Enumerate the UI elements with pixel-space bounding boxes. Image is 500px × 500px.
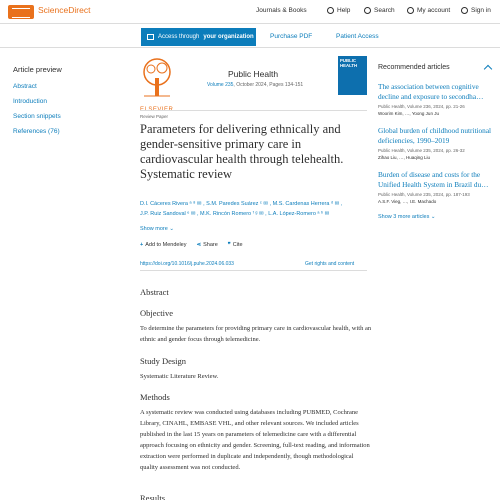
user-icon	[407, 7, 414, 14]
recommended-item-authors: Woorim Kim, …, Yoong Jun Ju	[378, 111, 439, 116]
help-link[interactable]: Help	[327, 7, 350, 14]
outline-abstract[interactable]: Abstract	[13, 83, 37, 90]
cite-button[interactable]: ❞ Cite	[227, 242, 243, 248]
my-account-link[interactable]: My account	[407, 7, 450, 14]
journal-volume: Volume 235, October 2024, Pages 134-151	[207, 82, 304, 88]
chevron-up-icon[interactable]	[484, 65, 492, 73]
purchase-pdf-link[interactable]: Purchase PDF	[270, 33, 313, 40]
plus-icon: +	[140, 242, 144, 248]
article-type: Review Paper	[140, 114, 169, 119]
recommended-item	[378, 170, 493, 204]
share-button[interactable]: ⋖ Share	[196, 242, 218, 248]
study-design-text: Systematic Literature Review.	[140, 373, 219, 380]
objective-heading: Objective	[140, 308, 174, 318]
journal-name[interactable]: Public Health	[228, 69, 279, 79]
show-more-articles-button[interactable]: Show 3 more articles ⌄	[378, 214, 436, 220]
recommended-panel	[378, 64, 493, 220]
top-header	[0, 0, 500, 24]
divider	[140, 110, 367, 111]
recommended-item-title[interactable]: Burden of disease and costs for the Unified Health System in Brazil du…	[378, 170, 489, 189]
sign-in-link[interactable]: Sign in	[461, 7, 491, 14]
patient-access-link[interactable]: Patient Access	[336, 33, 379, 40]
divider	[140, 270, 367, 271]
add-mendeley-button[interactable]: + Add to Mendeley	[140, 242, 187, 248]
journal-banner	[140, 56, 367, 113]
elsevier-logo-icon[interactable]	[8, 5, 34, 19]
study-design-heading: Study Design	[140, 356, 187, 366]
author-line-2[interactable]: J.P. Ruiz Sandoval ᵉ ✉ , M.K. Rincón Romero ᶠ ᵍ ✉ , L.A. López-Romero ᵃ ᵇ ✉	[140, 211, 330, 217]
recommended-item-meta: Public Health, Volume 236, 2024, pp. 21-26	[378, 104, 465, 109]
access-organization-button[interactable]: Access through your organization	[141, 28, 256, 46]
outline-introduction[interactable]: Introduction	[13, 98, 47, 105]
author-line-1[interactable]: D.I. Cáceres Rivera ᵃ ⁸ ✉ , S.M. Paredes Suárez ᶜ ✉ , M.S. Cardenas Herrera ᵈ ✉ ,	[140, 201, 343, 207]
search-icon	[364, 7, 371, 14]
outline-section-snippets[interactable]: Section snippets	[13, 113, 61, 120]
search-link[interactable]: Search	[364, 7, 395, 14]
doi-link[interactable]: https://doi.org/10.1016/j.puhe.2024.06.033	[140, 261, 234, 267]
elsevier-wordmark: ELSEVIER	[140, 107, 174, 113]
recommended-item-title[interactable]: The association between cognitive decline and exposure to secondha…	[378, 82, 484, 101]
recommended-item-meta: Public Health, Volume 235, 2024, pp. 26-32	[378, 148, 465, 153]
journal-cover[interactable]: PUBLIC HEALTH	[338, 56, 367, 95]
recommended-title: Recommended articles	[378, 64, 493, 71]
methods-text: A systematic review was conducted using databases including PUBMED, Cochrane Library, CINAHL, EMBASE VHL, and other relevant sources. We included articles published in the last 15 years on parameters of telemedicine care with a differential approach focusing on ethnicity and gender. Screening, full-text reading, and information extraction were performed in duplicate and independently, though methodological quality assessment was not conducted.	[140, 409, 370, 471]
article-outline	[13, 65, 62, 143]
abstract-heading: Abstract	[140, 287, 169, 297]
objective-text: To determine the parameters for providing primary care in cardiovascular health, with an ethnic and gender focus through telemedicine.	[140, 325, 372, 343]
share-icon: ⋖	[196, 242, 202, 248]
methods-heading: Methods	[140, 392, 170, 402]
rights-link[interactable]: Get rights and content	[305, 261, 355, 267]
results-heading: Results	[140, 493, 166, 500]
institution-icon	[461, 7, 468, 14]
show-more-button[interactable]: Show more ⌄	[140, 226, 174, 232]
article-title: Parameters for delivering ethnically and gender-sensitive primary care in cardiovascular health through telehealth. Systematic review	[140, 122, 344, 181]
chevron-down-icon: ⌄	[430, 214, 436, 220]
elsevier-tree-icon[interactable]	[140, 56, 174, 100]
institution-icon	[147, 34, 154, 40]
outline-references[interactable]: References (76)	[13, 128, 60, 135]
article-actions	[140, 242, 243, 248]
recommended-item	[378, 126, 493, 160]
brand-name[interactable]: ScienceDirect	[38, 5, 91, 15]
recommended-item	[378, 82, 493, 116]
journals-books-link[interactable]: Journals & Books	[256, 7, 307, 14]
recommended-item-title[interactable]: Global burden of childhood nutritional deficiencies, 1990–2019	[378, 126, 492, 145]
recommended-item-authors: A.S.F. Vieg, …, I.E. Machado	[378, 199, 437, 204]
chevron-down-icon: ⌄	[169, 226, 174, 232]
author-list	[140, 199, 372, 219]
outline-title: Article preview	[13, 65, 62, 74]
quote-icon: ❞	[227, 242, 231, 248]
volume-link[interactable]: Volume 235	[207, 82, 234, 88]
recommended-item-authors: Zihao Liu, …, Huaqing Liu	[378, 155, 431, 160]
help-icon	[327, 7, 334, 14]
recommended-item-meta: Public Health, Volume 235, 2024, pp. 187-193	[378, 192, 470, 197]
